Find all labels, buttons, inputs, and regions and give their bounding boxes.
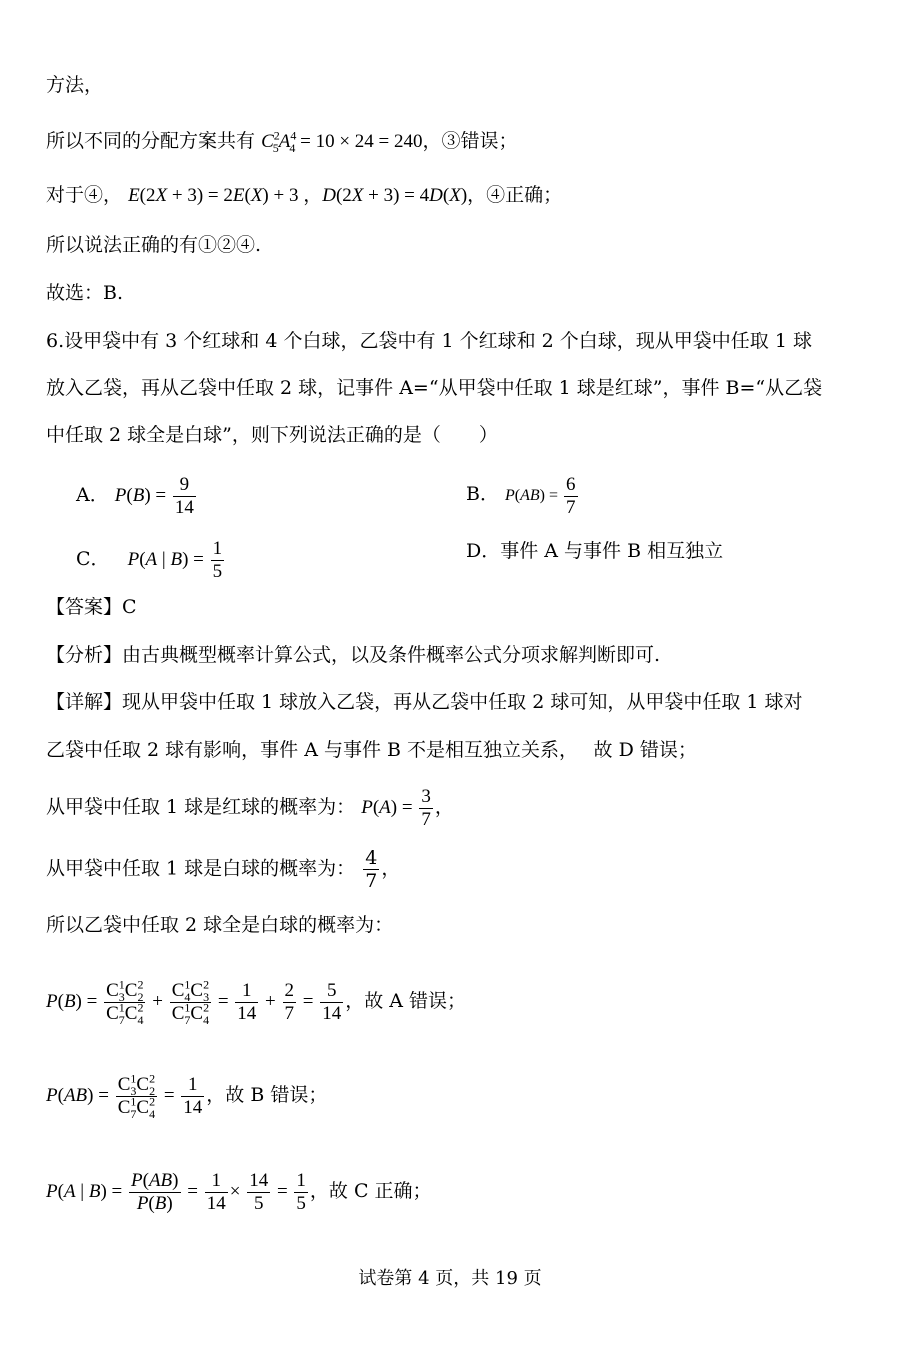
analysis-line: 【分析】由古典概型概率计算公式，以及条件概率公式分项求解判断即可. bbox=[46, 644, 661, 666]
option-b: B． P(AB) = $\frac{6}{7}$ bbox=[466, 474, 576, 518]
formula: E(2X + 3) = 2E(X) + 3 ，D(2X + 3) = 4D(X) bbox=[128, 185, 468, 206]
text-line: 故选：B. bbox=[46, 282, 124, 304]
detail-line: 【详解】现从甲袋中任取 1 球放入乙袋，再从乙袋中任取 2 球可知，从甲袋中任取 1 球对 bbox=[46, 691, 803, 713]
question-line: 放入乙袋，再从乙袋中任取 2 球，记事件 A=“从甲袋中任取 1 球是红球”，事件 B=“从乙袋 bbox=[46, 377, 823, 399]
question-line: 中任取 2 球全是白球”，则下列说法正确的是（ ） bbox=[46, 424, 498, 446]
formula-line: P(B) = $\frac{C^1_3C^2_2}{C^1_7C^2_4}$ + $\frac{C^1_4C^2_3}{C^1_7C^2_4}$ = $\frac{1}{14}$ + $\frac{2}{7}$ = $\frac{5}{14}$ ，故 A 错误； bbox=[46, 977, 467, 1027]
formula-line: P(AB) = $\frac{C^1_3C^2_2}{C^1_7C^2_4}$ = $\frac{1}{14}$ ，故 B 错误； bbox=[46, 1071, 328, 1121]
question-line: 6.设甲袋中有 3 个红球和 4 个白球，乙袋中有 1 个红球和 2 个白球，现从甲袋中任取 1 球 bbox=[46, 330, 812, 352]
detail-line: 从甲袋中任取 1 球是白球的概率为： $\frac{4}{7}$ ， bbox=[46, 847, 401, 892]
answer-label: 【答案】C bbox=[46, 596, 137, 618]
option-c: C． P(A | B) = $\frac{1}{5}$ bbox=[76, 538, 223, 582]
detail-line: 乙袋中任取 2 球有影响，事件 A 与事件 B 不是相互独立关系， 故 D 错误； bbox=[46, 739, 697, 761]
option-d: D．事件 A 与事件 B 相互独立 bbox=[466, 540, 724, 562]
page-footer: 试卷第 4 页，共 19 页 bbox=[358, 1268, 542, 1289]
text-line: 方法， bbox=[46, 74, 104, 96]
detail-line: 所以乙袋中任取 2 球全是白球的概率为： bbox=[46, 914, 394, 936]
formula: $C^2_5A^4_4 = 10 \times 24 = 240$ bbox=[261, 128, 423, 155]
formula-line: P(A | B) = $\frac{P(AB)}{P(B)}$ = $\frac{1}{14}$ × $\frac{14}{5}$ = $\frac{1}{5}$ ，故 C 正确； bbox=[46, 1170, 432, 1214]
detail-line: 从甲袋中任取 1 球是红球的概率为： P(A) = $\frac{3}{7}$ ， bbox=[46, 786, 454, 830]
text-line: 所以不同的分配方案共有 $C^2_5A^4_4 = 10 \times 24 = 240$，③错误； bbox=[46, 128, 518, 155]
option-a: A． P(B) = $\frac{9}{14}$ bbox=[76, 474, 194, 518]
text-line: 对于④， E(2X + 3) = 2E(X) + 3 ，D(2X + 3) = 4D(X)，④正确； bbox=[46, 184, 563, 206]
text-line: 所以说法正确的有①②④. bbox=[46, 234, 262, 256]
